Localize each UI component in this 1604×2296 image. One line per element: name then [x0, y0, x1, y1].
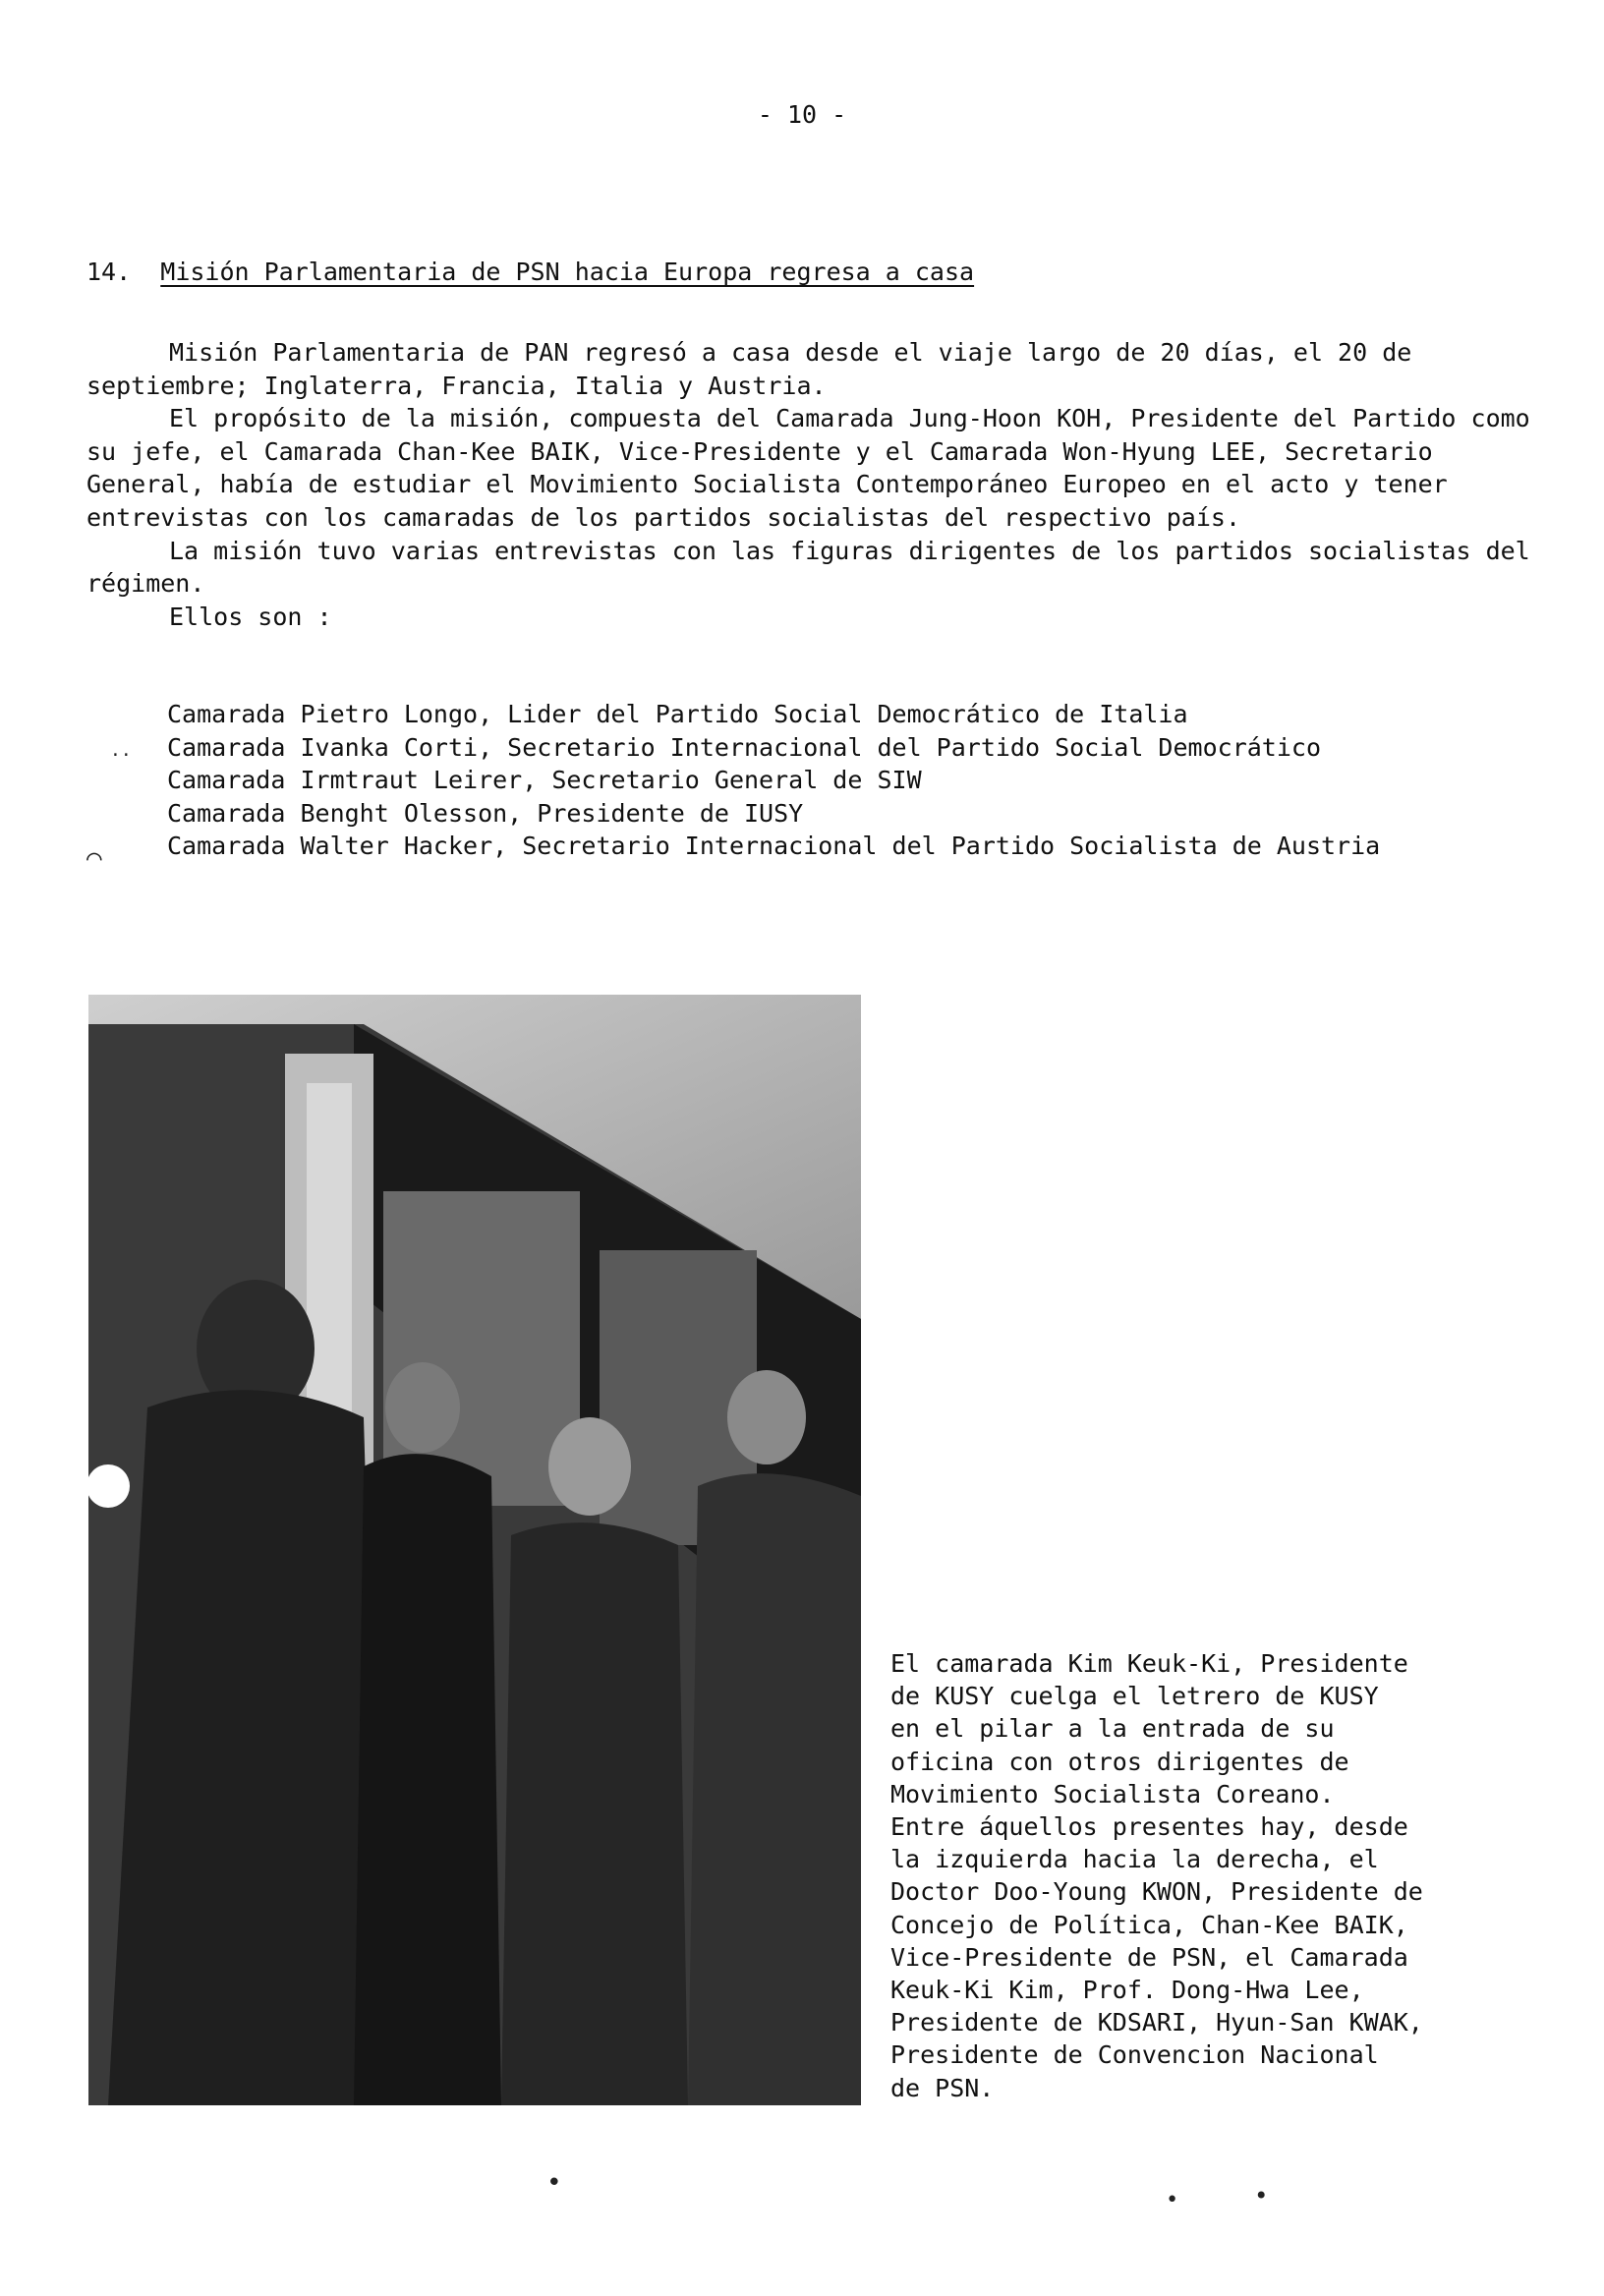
- paragraph-return: Misión Parlamentaria de PAN regresó a casa desde el viaje largo de 20 días, el 20 de septiembre; Inglaterra, Francia, Italia y Austria.: [86, 338, 1412, 400]
- scan-mark: ··: [110, 745, 132, 766]
- section-number: 14.: [86, 258, 132, 286]
- paragraph-interviews: La misión tuvo varias entrevistas con las figuras dirigentes de los partidos socialistas del régimen.: [86, 536, 1530, 599]
- section-heading: [86, 258, 974, 286]
- scan-mark: •: [1254, 2182, 1269, 2210]
- photo-caption: El camarada Kim Keuk-Ki, Presidente de KUSY cuelga el letrero de KUSY en el pilar a la entrada de su oficina con otros dirigentes de Movimiento Socialista Coreano. Entre áquellos presentes hay, desde la izquierda hacia la derecha, el Doctor Doo-Young KWON, Presidente de Concejo de Política, Chan-Kee BAIK, Vice-Presidente de PSN, el Camarada Keuk-Ki Kim, Prof. Dong-Hwa Lee, Presidente de KDSARI, Hyun-San KWAK, Presidente de Convencion Nacional de PSN.: [890, 1649, 1423, 2102]
- section-title: Misión Parlamentaria de PSN hacia Europa regresa a casa: [160, 258, 975, 286]
- person-head: [385, 1362, 460, 1453]
- list-item: Camarada Walter Hacker, Secretario Internacional del Partido Socialista de Austria: [167, 832, 1381, 861]
- list-item: Camarada Ivanka Corti, Secretario Internacional del Partido Social Democrático: [167, 732, 1321, 762]
- group-photo: [88, 995, 861, 2105]
- page-number: - 10 -: [757, 100, 847, 129]
- photo-illustration: [88, 995, 861, 2105]
- interviewee-list: [167, 698, 1380, 863]
- person-figure: [688, 1473, 861, 2105]
- hole-punch-mark: [88, 1464, 130, 1508]
- body-text: [86, 336, 1541, 633]
- person-figure: [108, 1390, 383, 2105]
- list-item: Camarada Pietro Longo, Lider del Partido Social Democrático de Italia: [167, 700, 1188, 728]
- scan-mark: ⌒: [86, 843, 102, 873]
- scan-mark: •: [546, 2168, 562, 2198]
- list-item: Camarada Irmtraut Leirer, Secretario General de SIW: [167, 766, 922, 795]
- person-head: [727, 1370, 806, 1464]
- person-head: [548, 1417, 631, 1516]
- person-figure: [501, 1522, 688, 2105]
- scan-mark: •: [1166, 2188, 1179, 2212]
- person-figure: [354, 1454, 501, 2105]
- paragraph-purpose: El propósito de la misión, compuesta del Camarada Jung-Hoon KOH, Presidente del Partido como su jefe, el Camarada Chan-Kee BAIK, Vice-Presidente y el Camarada Won-Hyung LEE, Secretario General, había de estudiar el Movimiento Socialista Contemporáneo Europeo en el acto y tener entrevistas con los camaradas de los partidos socialistas del respectivo país.: [86, 404, 1530, 532]
- list-item: Camarada Benght Olesson, Presidente de IUSY: [167, 798, 804, 828]
- paragraph-list-intro: Ellos son :: [169, 602, 332, 631]
